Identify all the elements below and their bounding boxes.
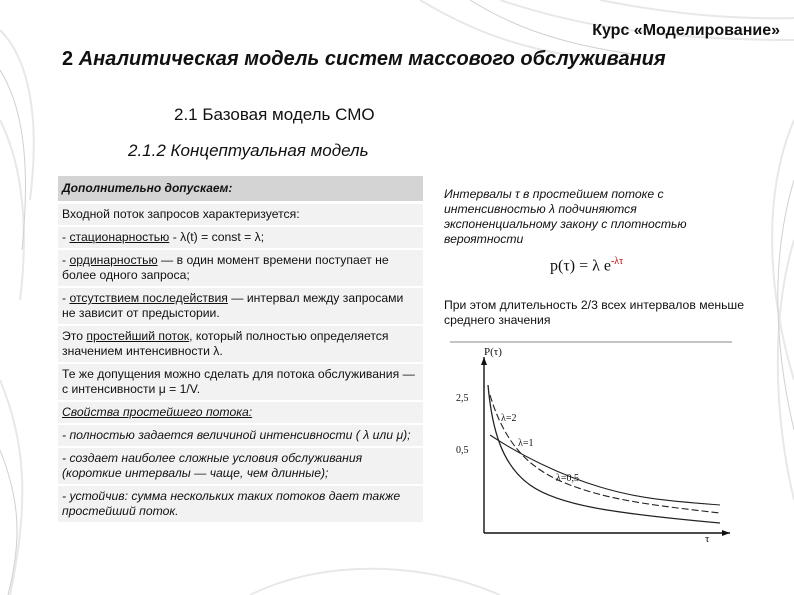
assumptions-column xyxy=(58,176,423,524)
curve-lambda-1 xyxy=(490,395,720,513)
ordinary-term: ординарностью xyxy=(69,253,158,267)
aftereffect-term: отсутствием последействия xyxy=(69,291,228,305)
properties-heading: Свойства простейшего потока: xyxy=(58,402,423,423)
ordinary-rest: — в один момент времени поступает не более одного запроса; xyxy=(62,253,389,282)
formula-exponent: -λτ xyxy=(610,256,624,267)
course-title: Курс «Моделирование» xyxy=(592,22,780,39)
aftereffect-paragraph: - отсутствием последействия — интервал между запросами не зависит от предыстории. xyxy=(58,288,423,324)
title-number: 2 xyxy=(62,48,74,70)
simplest-prefix: Это xyxy=(62,329,87,343)
duration-text: При этом длительность 2/3 всех интервалов меньше среднего значения xyxy=(444,298,744,327)
y-axis-arrow xyxy=(481,357,487,365)
page-title xyxy=(62,48,666,71)
assumptions-heading: Дополнительно допускаем: xyxy=(58,176,423,201)
simplest-term: простейший поток xyxy=(86,329,190,343)
service-flow-paragraph: Те же допущения можно сделать для потока обслуживания — с интенсивности μ = 1/V. xyxy=(58,364,423,400)
y-axis-label: P(τ) xyxy=(484,346,502,358)
x-axis-arrow xyxy=(722,530,730,536)
title-text: Аналитическая модель систем массового обслуживания xyxy=(78,48,666,70)
stationary-paragraph: - стационарностью - λ(t) = const = λ; xyxy=(58,227,423,248)
aftereffect-rest: — интервал между запросами не зависит от предыстории. xyxy=(62,291,404,320)
input-flow-paragraph: Входной поток запросов характеризуется: xyxy=(58,204,423,225)
property-2: - создает наиболее сложные условия обслуживания (короткие интервалы — чаще, чем длинные); xyxy=(58,448,423,484)
subsection-heading: 2.1.2 Концептуальная модель xyxy=(128,141,369,160)
tick-label-upper: 2,5 xyxy=(456,393,469,404)
intervals-text: Интервалы τ в простейшем потоке с интенсивностью λ подчиняются экспоненциальному закону с плотностью вероятности xyxy=(444,187,687,246)
formula-main: p(τ) = λ e xyxy=(550,257,611,275)
curve-label-lambda-1: λ=1 xyxy=(518,438,534,449)
property-3: - устойчив: сумма нескольких таких потоков дает также простейший поток. xyxy=(58,486,423,522)
property-1: - полностью задается величиной интенсивности ( λ или μ); xyxy=(58,425,423,446)
stationary-term: стационарностью xyxy=(69,230,170,244)
simplest-flow-paragraph xyxy=(58,326,423,362)
curve-label-lambda-0-5: λ=0,5 xyxy=(556,473,579,484)
x-axis-label: τ xyxy=(705,533,710,545)
simplest-rest: , который полностью определяется значением интенсивности λ. xyxy=(62,329,389,358)
exponential-density-graph xyxy=(450,335,732,545)
density-formula xyxy=(550,256,623,275)
tick-label-lower: 0,5 xyxy=(456,445,469,456)
stationary-rest: - λ(t) = const = λ; xyxy=(169,230,265,244)
section-heading: 2.1 Базовая модель СМО xyxy=(174,105,375,124)
curve-label-lambda-2: λ=2 xyxy=(501,413,517,424)
ordinary-paragraph: - ординарностью — в один момент времени поступает не более одного запроса; xyxy=(58,250,423,286)
